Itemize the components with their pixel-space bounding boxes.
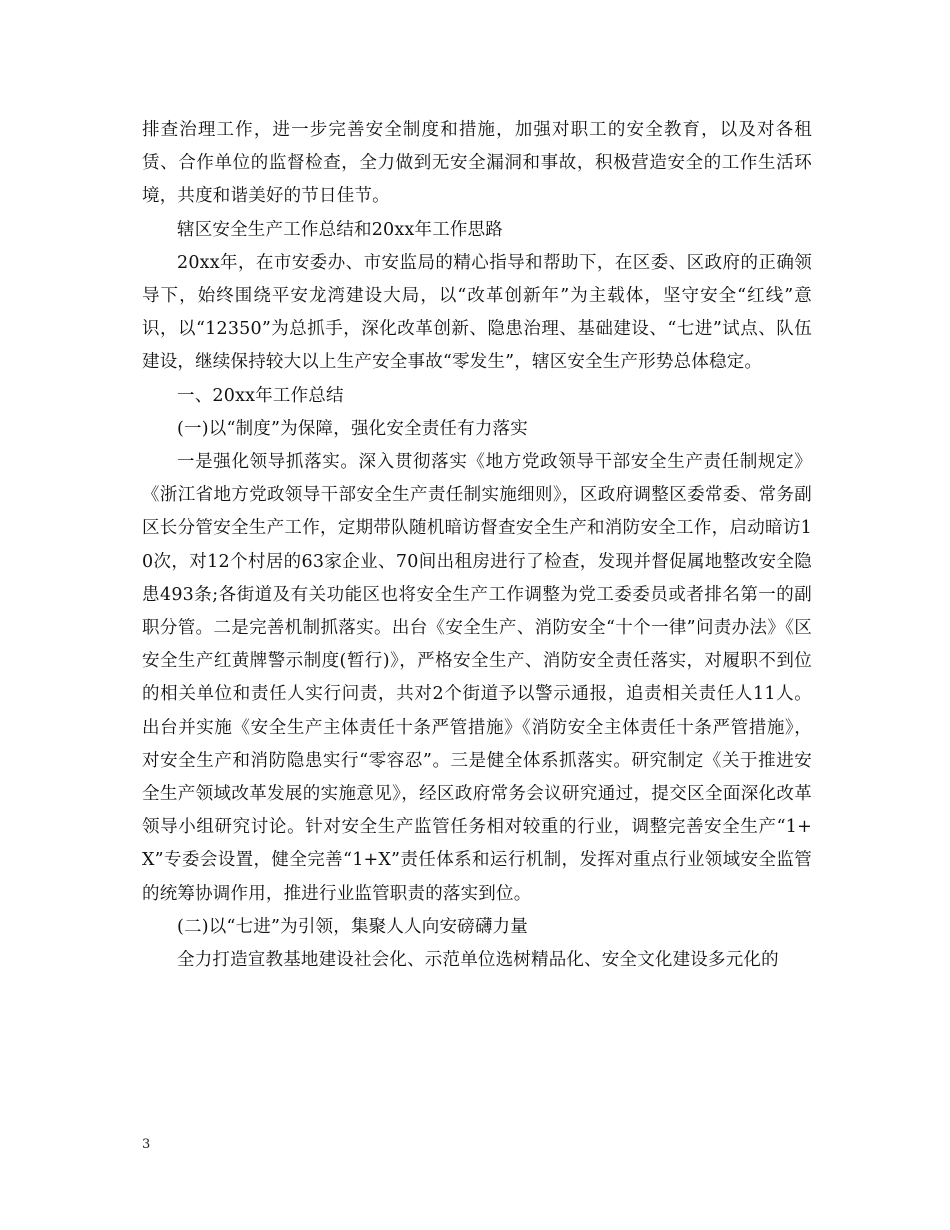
- page-number: 3: [142, 1137, 151, 1152]
- section-heading-summary: 一、20xx年工作总结: [177, 385, 344, 406]
- paragraph-holiday-safety: 排查治理工作，进一步完善安全制度和措施，加强对职工的安全教育，以及对各租赁、合作单位的监督检查，全力做到无安全漏洞和事故，积极营造安全的工作生活环境，共度和谐美好的节日佳节。: [142, 120, 812, 207]
- paragraph-overview: 20xx年，在市安委办、市安监局的精心指导和帮助下，在区委、区政府的正确领导下，始终围绕平安龙湾建设大局，以“改革创新年”为主载体，坚守安全“红线”意识，以“12350”为总抓手，深化改革创新、隐患治理、基础建设、“七进”试点、队伍建设，继续保持较大以上生产安全事故“零发生”，辖区安全生产形势总体稳定。: [142, 252, 812, 373]
- paragraph-publicity: 全力打造宣教基地建设社会化、示范单位选树精品化、安全文化建设多元化的: [177, 950, 779, 971]
- document-body: [142, 114, 812, 977]
- paragraph-responsibility: 一是强化领导抓落实。深入贯彻落实《地方党政领导干部安全生产责任制规定》《浙江省地方党政领导干部安全生产责任制实施细则》，区政府调整区委常委、常务副区长分管安全生产工作，定期带队随机暗访督查安全生产和消防安全工作，启动暗访10次，对12个村居的63家企业、70间出租房进行了检查，发现并督促属地整改安全隐患493条;各街道及有关功能区也将安全生产工作调整为党工委委员或者排名第一的副职分管。二是完善机制抓落实。出台《安全生产、消防安全“十个一律”问责办法》《区安全生产红黄牌警示制度(暂行)》，严格安全生产、消防安全责任落实，对履职不到位的相关单位和责任人实行问责，共对2个街道予以警示通报，追责相关责任人11人。出台并实施《安全生产主体责任十条严管措施》《消防安全主体责任十条严管措施》，对安全生产和消防隐患实行“零容忍”。三是健全体系抓落实。研究制定《关于推进安全生产领域改革发展的实施意见》，经区政府常务会议研究通过，提交区全面深化改革领导小组研究讨论。针对安全生产监管任务相对较重的行业，调整完善安全生产“1+X”专委会设置，健全完善“1+X”责任体系和运行机制，发挥对重点行业领域安全监管的统筹协调作用，推进行业监管职责的落实到位。: [142, 452, 812, 904]
- document-heading: 辖区安全生产工作总结和20xx年工作思路: [177, 219, 504, 240]
- subsection-heading-system: (一)以“制度”为保障，强化安全责任有力落实: [177, 418, 528, 439]
- subsection-heading-seven-entries: (二)以“七进”为引领，集聚人人向安磅礴力量: [177, 916, 528, 937]
